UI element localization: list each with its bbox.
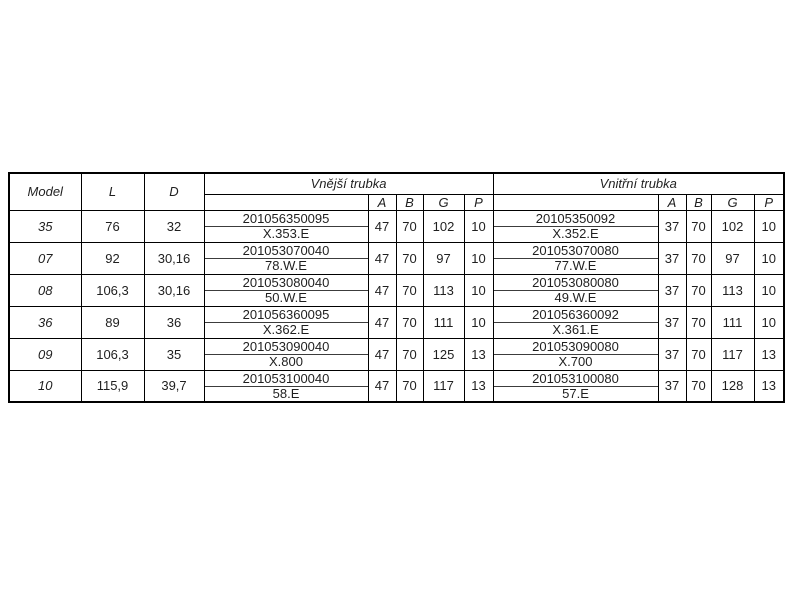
outer-b-cell: 70 bbox=[396, 274, 423, 306]
table-row bbox=[9, 242, 784, 274]
outer-a-cell: 47 bbox=[368, 338, 396, 370]
outer-g-cell: 111 bbox=[423, 306, 464, 338]
l-cell: 106,3 bbox=[81, 338, 144, 370]
inner-column-header-g: G bbox=[711, 194, 754, 210]
table-row bbox=[9, 306, 784, 338]
outer-p-cell: 10 bbox=[464, 274, 493, 306]
inner-g-cell: 113 bbox=[711, 274, 754, 306]
outer-a-cell: 47 bbox=[368, 274, 396, 306]
inner-g-cell: 117 bbox=[711, 338, 754, 370]
inner-p-cell: 10 bbox=[754, 274, 784, 306]
l-cell: 89 bbox=[81, 306, 144, 338]
table-row bbox=[9, 338, 784, 370]
inner-b-cell: 70 bbox=[686, 306, 711, 338]
outer-part-number: 201053080040 bbox=[205, 275, 368, 291]
outer-p-cell: 10 bbox=[464, 210, 493, 242]
header-row-groups bbox=[9, 173, 784, 194]
group-header-inner-tube: Vnitřní trubka bbox=[493, 173, 784, 194]
inner-part-cell bbox=[493, 306, 658, 338]
l-cell: 76 bbox=[81, 210, 144, 242]
d-cell: 35 bbox=[144, 338, 204, 370]
outer-p-cell: 13 bbox=[464, 338, 493, 370]
outer-part-number: 201053090040 bbox=[205, 339, 368, 355]
model-cell: 36 bbox=[9, 306, 81, 338]
outer-part-code: 50.W.E bbox=[265, 290, 307, 305]
inner-part-cell bbox=[493, 242, 658, 274]
d-cell: 30,16 bbox=[144, 274, 204, 306]
inner-part-cell bbox=[493, 274, 658, 306]
inner-part-cell bbox=[493, 210, 658, 242]
outer-column-header-g: G bbox=[423, 194, 464, 210]
inner-part-code: 57.E bbox=[562, 385, 589, 401]
d-cell: 36 bbox=[144, 306, 204, 338]
inner-p-cell: 10 bbox=[754, 306, 784, 338]
inner-part-cell bbox=[493, 338, 658, 370]
inner-b-cell: 70 bbox=[686, 242, 711, 274]
inner-g-cell: 97 bbox=[711, 242, 754, 274]
group-header-outer-tube: Vnější trubka bbox=[204, 173, 493, 194]
outer-part-cell bbox=[204, 242, 368, 274]
inner-g-cell: 128 bbox=[711, 370, 754, 402]
inner-part-number: 201053100080 bbox=[494, 371, 658, 387]
outer-part-number: 201056350095 bbox=[205, 211, 368, 227]
outer-b-cell: 70 bbox=[396, 306, 423, 338]
outer-g-cell: 102 bbox=[423, 210, 464, 242]
outer-a-cell: 47 bbox=[368, 306, 396, 338]
d-cell: 39,7 bbox=[144, 370, 204, 402]
outer-g-cell: 113 bbox=[423, 274, 464, 306]
inner-a-cell: 37 bbox=[658, 242, 686, 274]
inner-g-cell: 111 bbox=[711, 306, 754, 338]
model-cell: 35 bbox=[9, 210, 81, 242]
outer-a-cell: 47 bbox=[368, 242, 396, 274]
inner-a-cell: 37 bbox=[658, 306, 686, 338]
model-cell: 09 bbox=[9, 338, 81, 370]
inner-part-code: 49.W.E bbox=[554, 290, 597, 305]
inner-part-header-empty bbox=[493, 194, 658, 210]
outer-a-cell: 47 bbox=[368, 210, 396, 242]
inner-part-cell bbox=[493, 370, 658, 402]
inner-part-number: 201053080080 bbox=[494, 275, 658, 291]
outer-part-number: 201053070040 bbox=[205, 243, 368, 259]
inner-a-cell: 37 bbox=[658, 370, 686, 402]
inner-p-cell: 13 bbox=[754, 370, 784, 402]
d-cell: 30,16 bbox=[144, 242, 204, 274]
inner-part-number: 201056360092 bbox=[494, 307, 658, 323]
outer-part-cell bbox=[204, 338, 368, 370]
inner-a-cell: 37 bbox=[658, 338, 686, 370]
model-cell: 10 bbox=[9, 370, 81, 402]
table-header bbox=[9, 173, 784, 210]
outer-b-cell: 70 bbox=[396, 370, 423, 402]
outer-part-number: 201056360095 bbox=[205, 307, 368, 323]
column-header-d: D bbox=[144, 173, 204, 210]
outer-part-cell bbox=[204, 370, 368, 402]
inner-part-number: 20105350092 bbox=[494, 211, 658, 227]
outer-part-code: 78.W.E bbox=[265, 258, 307, 273]
l-cell: 106,3 bbox=[81, 274, 144, 306]
inner-part-number: 201053090080 bbox=[494, 339, 658, 355]
outer-column-header-a: A bbox=[368, 194, 396, 210]
outer-part-number: 201053100040 bbox=[205, 371, 368, 387]
inner-column-header-b: B bbox=[686, 194, 711, 210]
inner-b-cell: 70 bbox=[686, 370, 711, 402]
inner-part-code: X.361.E bbox=[552, 322, 599, 337]
inner-part-code: X.700 bbox=[558, 354, 593, 369]
outer-column-header-p: P bbox=[464, 194, 493, 210]
model-cell: 08 bbox=[9, 274, 81, 306]
inner-column-header-a: A bbox=[658, 194, 686, 210]
table-row bbox=[9, 274, 784, 306]
outer-part-cell bbox=[204, 274, 368, 306]
inner-b-cell: 70 bbox=[686, 338, 711, 370]
column-header-model: Model bbox=[9, 173, 81, 210]
inner-part-code: 77.W.E bbox=[554, 258, 597, 273]
outer-g-cell: 117 bbox=[423, 370, 464, 402]
outer-g-cell: 97 bbox=[423, 242, 464, 274]
table-row bbox=[9, 370, 784, 402]
outer-part-code: 58.E bbox=[272, 385, 300, 401]
inner-b-cell: 70 bbox=[686, 210, 711, 242]
inner-part-code: X.352.E bbox=[552, 226, 599, 241]
outer-b-cell: 70 bbox=[396, 338, 423, 370]
outer-b-cell: 70 bbox=[396, 242, 423, 274]
inner-part-number: 201053070080 bbox=[494, 243, 658, 259]
inner-g-cell: 102 bbox=[711, 210, 754, 242]
outer-p-cell: 10 bbox=[464, 306, 493, 338]
inner-p-cell: 10 bbox=[754, 210, 784, 242]
parts-table bbox=[8, 172, 785, 403]
outer-column-header-b: B bbox=[396, 194, 423, 210]
outer-p-cell: 13 bbox=[464, 370, 493, 402]
outer-p-cell: 10 bbox=[464, 242, 493, 274]
outer-part-header-empty bbox=[204, 194, 368, 210]
l-cell: 92 bbox=[81, 242, 144, 274]
outer-b-cell: 70 bbox=[396, 210, 423, 242]
outer-g-cell: 125 bbox=[423, 338, 464, 370]
outer-part-cell bbox=[204, 210, 368, 242]
inner-a-cell: 37 bbox=[658, 210, 686, 242]
l-cell: 115,9 bbox=[81, 370, 144, 402]
inner-b-cell: 70 bbox=[686, 274, 711, 306]
inner-a-cell: 37 bbox=[658, 274, 686, 306]
model-cell: 07 bbox=[9, 242, 81, 274]
column-header-l: L bbox=[81, 173, 144, 210]
table-body bbox=[9, 210, 784, 402]
inner-p-cell: 10 bbox=[754, 242, 784, 274]
d-cell: 32 bbox=[144, 210, 204, 242]
inner-p-cell: 13 bbox=[754, 338, 784, 370]
outer-part-code: X.353.E bbox=[262, 226, 310, 241]
outer-part-code: X.800 bbox=[269, 354, 303, 369]
table-row bbox=[9, 210, 784, 242]
inner-column-header-p: P bbox=[754, 194, 784, 210]
outer-part-cell bbox=[204, 306, 368, 338]
outer-a-cell: 47 bbox=[368, 370, 396, 402]
outer-part-code: X.362.E bbox=[262, 322, 310, 337]
